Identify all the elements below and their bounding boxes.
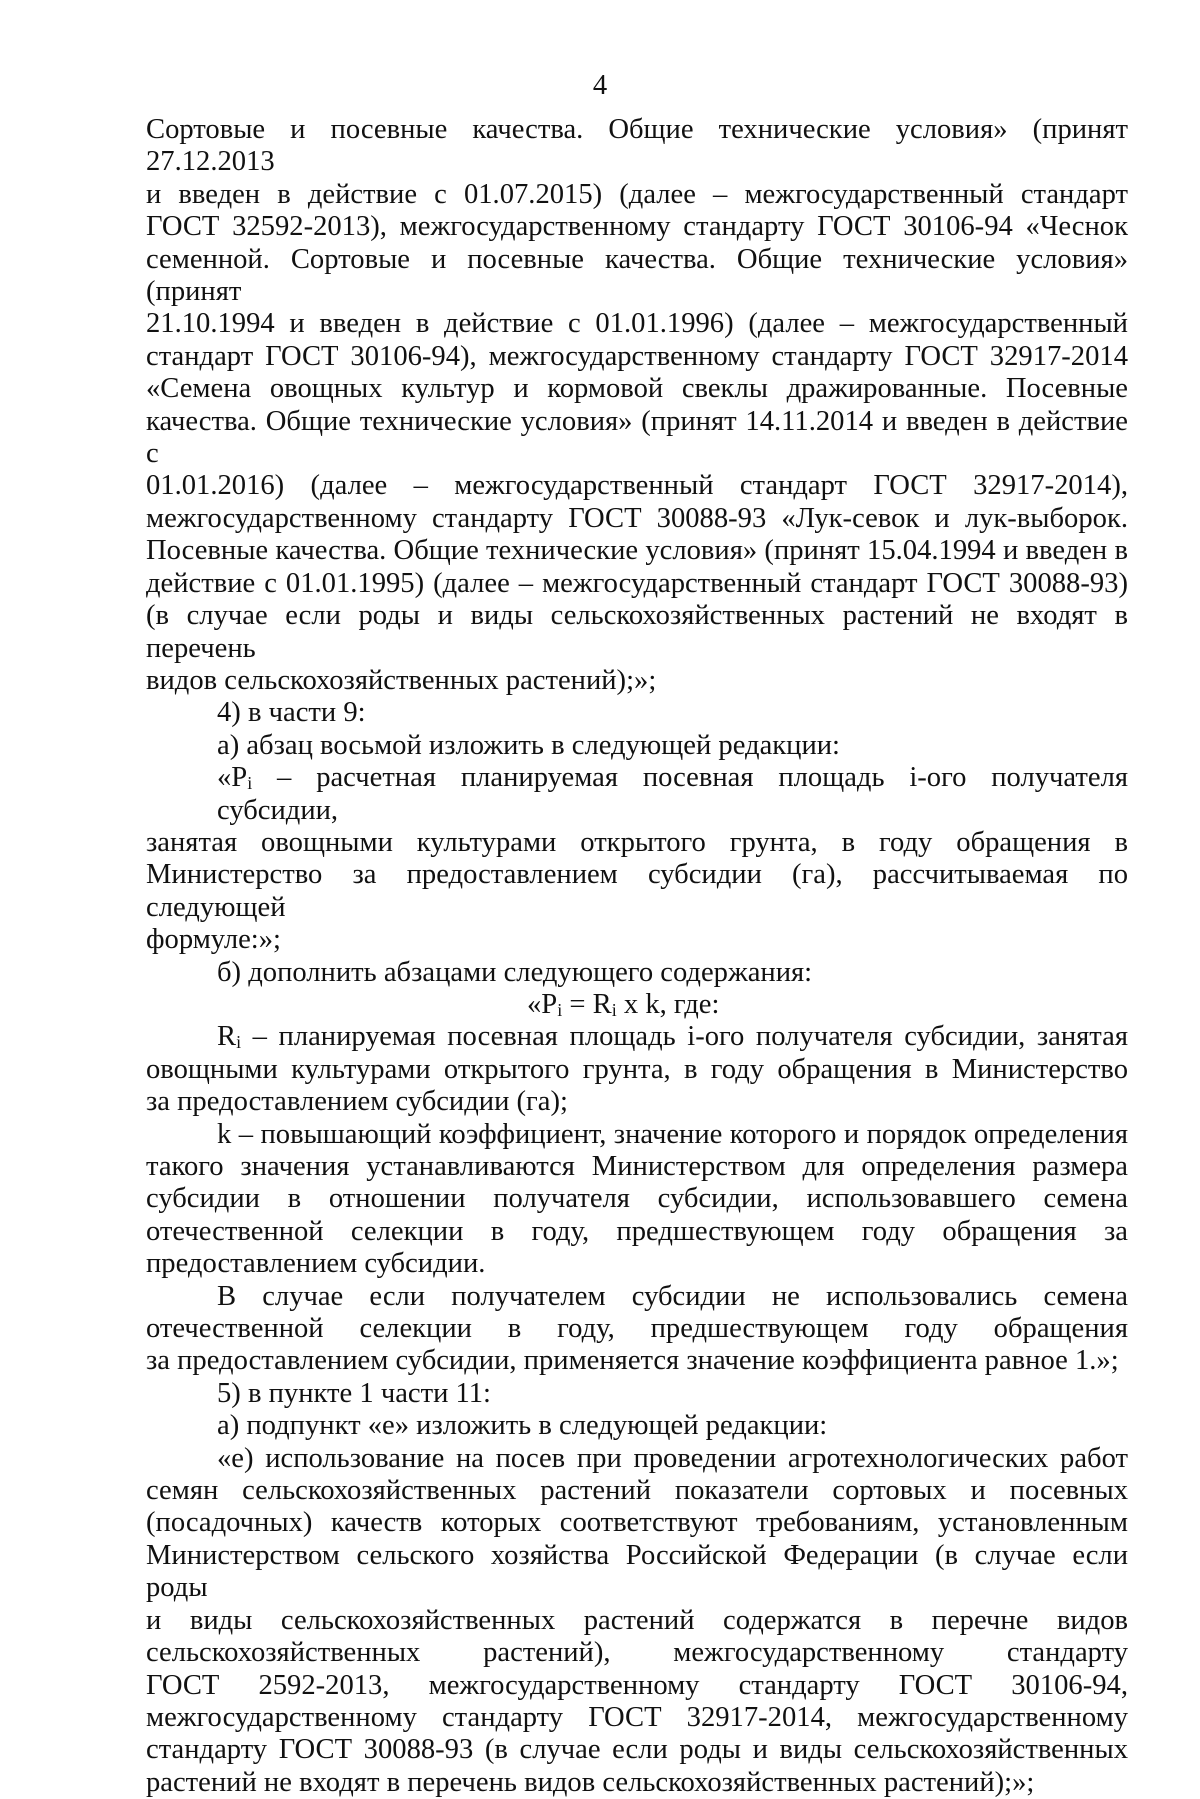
text-line: межгосударственному стандарту ГОСТ 30088-93 «Лук-севок и лук-выборок. bbox=[146, 502, 1128, 534]
formula-lhs: «P bbox=[527, 988, 558, 1020]
sub-item-heading: б) дополнить абзацами следующего содержания: bbox=[217, 956, 813, 988]
text-line: межгосударственному стандарту ГОСТ 32917-2014, межгосударственному bbox=[146, 1701, 1128, 1733]
document-body bbox=[146, 114, 1128, 1799]
var-p: «P bbox=[217, 762, 248, 794]
text-line: формуле:»; bbox=[146, 924, 281, 956]
text-line: стандарт ГОСТ 30106-94), межгосударственному стандарту ГОСТ 32917-2014 bbox=[146, 340, 1128, 372]
text-line: 21.10.1994 и введен в действие с 01.01.1996) (далее – межгосударственный bbox=[146, 308, 1128, 340]
subscript-i: i bbox=[236, 1032, 242, 1053]
text-line: k – повышающий коэффициент, значение которого и порядок определения bbox=[217, 1118, 1128, 1150]
text-line: Сортовые и посевные качества. Общие технические условия» (принят 27.12.2013 bbox=[146, 114, 1128, 178]
text-line: занятая овощными культурами открытого грунта, в году обращения в bbox=[146, 826, 1128, 858]
definition-line bbox=[146, 762, 1128, 827]
text-line: отечественной селекции в году, предшествующем году обращения bbox=[146, 1313, 1128, 1345]
text-line: овощными культурами открытого грунта, в году обращения в Министерство bbox=[146, 1053, 1128, 1085]
var-r: R bbox=[217, 1021, 237, 1053]
sub-item-heading: а) абзац восьмой изложить в следующей редакции: bbox=[217, 729, 841, 761]
definition-text: – планируемая посевная площадь i-ого получателя субсидии, занятая bbox=[241, 1021, 1128, 1053]
page-number: 4 bbox=[592, 70, 608, 101]
text-line: за предоставлением субсидии, применяется значение коэффициента равное 1.»; bbox=[146, 1345, 1119, 1377]
text-line: семян сельскохозяйственных растений показатели сортовых и посевных bbox=[146, 1475, 1128, 1507]
text-line: В случае если получателем субсидии не использовались семена bbox=[217, 1280, 1128, 1312]
text-line: действие с 01.01.1995) (далее – межгосударственный стандарт ГОСТ 30088-93) bbox=[146, 567, 1128, 599]
text-line: качества. Общие технические условия» (принят 14.11.2014 и введен в действие с bbox=[146, 405, 1128, 470]
list-item-heading: 4) в части 9: bbox=[217, 697, 366, 729]
text-line: ГОСТ 32592-2013), межгосударственному стандарту ГОСТ 30106-94 «Чеснок bbox=[146, 211, 1128, 243]
text-line: 01.01.2016) (далее – межгосударственный стандарт ГОСТ 32917-2014), bbox=[146, 470, 1128, 502]
text-line: и введен в действие с 01.07.2015) (далее – межгосударственный стандарт bbox=[146, 178, 1128, 210]
definition-line bbox=[146, 1021, 1128, 1053]
definition-text: – расчетная планируемая посевная площадь i-ого получателя субсидии, bbox=[217, 762, 1128, 826]
text-line: отечественной селекции в году, предшествующем году обращения за bbox=[146, 1215, 1128, 1247]
text-line: Министерством сельского хозяйства Российской Федерации (в случае если роды bbox=[146, 1539, 1128, 1604]
formula-rest: x k, где: bbox=[616, 988, 720, 1020]
text-line: и виды сельскохозяйственных растений содержатся в перечне видов bbox=[146, 1604, 1128, 1636]
formula-eq: = R bbox=[562, 988, 612, 1020]
text-line: видов сельскохозяйственных растений);»; bbox=[146, 664, 657, 696]
text-line: за предоставлением субсидии (га); bbox=[146, 1086, 568, 1118]
text-line: (посадочных) качеств которых соответствуют требованиям, установленным bbox=[146, 1507, 1128, 1539]
formula bbox=[146, 989, 1128, 1021]
text-line: «е) использование на посев при проведении агротехнологических работ bbox=[217, 1442, 1128, 1474]
text-line: семенной. Сортовые и посевные качества. Общие технические условия» (принят bbox=[146, 243, 1128, 308]
text-line: Посевные качества. Общие технические условия» (принят 15.04.1994 и введен в bbox=[146, 535, 1128, 567]
text-line: растений не входят в перечень видов сельскохозяйственных растений);»; bbox=[146, 1766, 1035, 1798]
text-line: ГОСТ 2592-2013, межгосударственному стандарту ГОСТ 30106-94, bbox=[146, 1669, 1128, 1701]
text-line: (в случае если роды и виды сельскохозяйственных растений не входят в перечень bbox=[146, 600, 1128, 664]
text-line: сельскохозяйственных растений), межгосударственному стандарту bbox=[146, 1637, 1128, 1669]
subscript-i: i bbox=[557, 999, 563, 1020]
text-line: субсидии в отношении получателя субсидии, использовавшего семена bbox=[146, 1183, 1128, 1215]
sub-item-heading: а) подпункт «е» изложить в следующей редакции: bbox=[217, 1410, 828, 1442]
subscript-i: i bbox=[611, 999, 617, 1020]
text-line: стандарту ГОСТ 30088-93 (в случае если роды и виды сельскохозяйственных bbox=[146, 1734, 1128, 1766]
list-item-heading: 5) в пункте 1 части 11: bbox=[217, 1377, 491, 1409]
text-line: Министерство за предоставлением субсидии (га), рассчитываемая по следующей bbox=[146, 859, 1128, 923]
text-line: предоставлением субсидии. bbox=[146, 1248, 486, 1280]
text-line: «Семена овощных культур и кормовой свеклы дражированные. Посевные bbox=[146, 373, 1128, 405]
text-line: такого значения устанавливаются Министерством для определения размера bbox=[146, 1151, 1128, 1182]
subscript-i: i bbox=[247, 773, 253, 794]
